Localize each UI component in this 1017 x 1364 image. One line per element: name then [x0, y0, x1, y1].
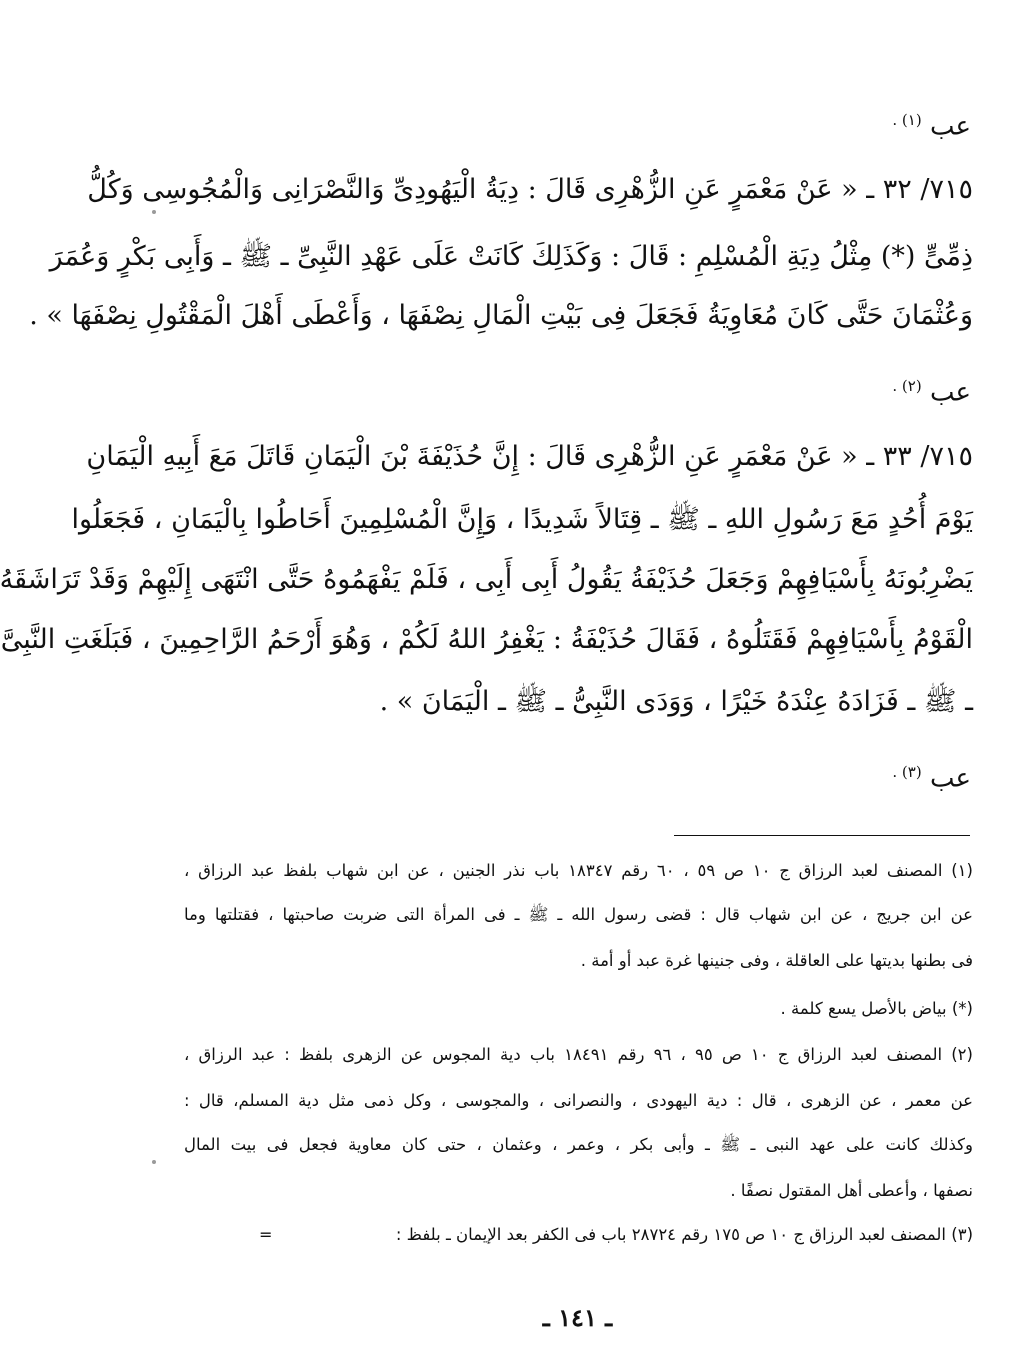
reference-note-number: (٢) .: [892, 377, 922, 395]
footnote-1-line-1: (١) المصنف لعبد الرزاق ج ١٠ ص ٥٩ ، ٦٠ رقم ١٨٣٤٧ باب نذر الجنين ، عن ابن شهاب بلفظ عبد الرزاق ،: [184, 861, 973, 880]
hadith-33-line-2: يَوْمَ أُحُدٍ مَعَ رَسُولِ اللهِ ـ ﷺ ـ قِتَالاً شَدِيدًا ، وَإِنَّ الْمُسْلِمِينَ أَحَاطُوا بِالْيَمَانِ ، فَجَعَلُوا: [71, 504, 973, 535]
footnote-2-line-2: عن معمر ، عن الزهرى ، قال : دية اليهودى ، والنصرانى ، والمجوسى ، وكل ذمى مثل دية المسلم، قال :: [184, 1091, 973, 1110]
footnote-1-line-2: عن ابن جريج ، عن ابن شهاب قال : قضى رسول الله ـ ﷺ ـ فى المرأة التى ضربت صاحبتها ، فقتلتها وما: [184, 905, 973, 924]
footnote-2-line-3: وكذلك كانت على عهد النبى ـ ﷺ ـ وأبى بكر ، وعمر ، وعثمان ، حتى كان معاوية فجعل فى بيت المال: [184, 1135, 973, 1154]
hadith-33-line-4: الْقَوْمُ بِأَسْيَافِهِمْ فَقَتَلُوهُ ، فَقَالَ حُذَيْفَةُ : يَغْفِرُ اللهُ لَكُمْ ، وَهُوَ أَرْحَمُ الرَّاحِمِينَ ، فَبَلَغَتِ النَّبِىَّ: [0, 624, 973, 655]
reference-abbrev: عب: [929, 377, 971, 408]
hadith-32-line-1: ٧١٥/ ٣٢ ـ « عَنْ مَعْمَرٍ عَنِ الزُّهْرِى قَالَ : دِيَةُ الْيَهُودِىِّ وَالنَّصْرَانِى وَالْمُجُوسِى وَكُلُّ: [87, 174, 973, 205]
footnote-3-line-1: (٣) المصنف لعبد الرزاق ج ١٠ ص ١٧٥ رقم ٢٨٧٢٤ باب فى الكفر بعد الإيمان ـ بلفظ :: [395, 1225, 973, 1244]
footnote-2-line-4: نصفها ، وأعطى أهل المقتول نصفًا .: [730, 1181, 973, 1200]
hadith-33-line-1: ٧١٥/ ٣٣ ـ « عَنْ مَعْمَرٍ عَنِ الزُّهْرِى قَالَ : إِنَّ حُذَيْفَةَ بْنَ الْيَمَانِ قَاتَلَ مَعَ أَبِيهِ الْيَمَانِ: [86, 441, 973, 472]
reference-note-number: (٣) .: [892, 763, 922, 781]
margin-speck: [152, 210, 156, 214]
footnote-1-line-3: فى بطنها بديتها على العاقلة ، وفى جنينها غرة عبد أو أمة .: [580, 951, 973, 970]
source-reference-3: [892, 752, 971, 799]
reference-abbrev: عب: [929, 763, 971, 794]
source-reference-1: [892, 100, 971, 147]
hadith-32-line-2: ذِمِّىٍّ (*) مِثْلُ دِيَةِ الْمُسْلِمِ : قَالَ : وَكَذَلِكَ كَانَتْ عَلَى عَهْدِ النَّبِىِّ ـ ﷺ ـ وَأَبِى بَكْرٍ وَعُمَرَ: [49, 241, 973, 272]
margin-speck: [152, 1160, 156, 1164]
footnote-2-line-1: (٢) المصنف لعبد الرزاق ج ١٠ ص ٩٥ ، ٩٦ رقم ١٨٤٩١ باب دية المجوس عن الزهرى بلفظ : عبد الرزاق ،: [184, 1045, 973, 1064]
continuation-mark: =: [259, 1225, 273, 1244]
hadith-32-line-3: وَعُثْمَانَ حَتَّى كَانَ مُعَاوِيَةُ فَجَعَلَ فِى بَيْتِ الْمَالِ نِصْفَهَا ، وَأَعْطَى أَهْلَ الْمَقْتُولِ نِصْفَهَا » .: [29, 300, 973, 331]
footnote-separator: [674, 835, 970, 836]
source-reference-2: [892, 366, 971, 413]
page-number: ـ ١٤١ ـ: [542, 1303, 613, 1332]
hadith-33-line-5: ـ ﷺ ـ فَزَادَهُ عِنْدَهُ خَيْرًا ، وَوَدَى النَّبِىُّ ـ ﷺ ـ الْيَمَانَ » .: [379, 686, 973, 717]
footnote-asterisk: (*) بياض بالأصل يسع كلمة .: [780, 999, 973, 1018]
hadith-33-line-3: يَضْرِبُونَهُ بِأَسْيَافِهِمْ وَجَعَلَ حُذَيْفَةُ يَقُولُ أَبِى أَبِى ، فَلَمْ يَفْهَمُوهُ حَتَّى انْتَهَى إِلَيْهِمْ وَقَدْ تَرَاشَقَهُ: [0, 564, 973, 595]
reference-abbrev: عب: [929, 111, 971, 142]
reference-note-number: (١) .: [892, 111, 922, 129]
